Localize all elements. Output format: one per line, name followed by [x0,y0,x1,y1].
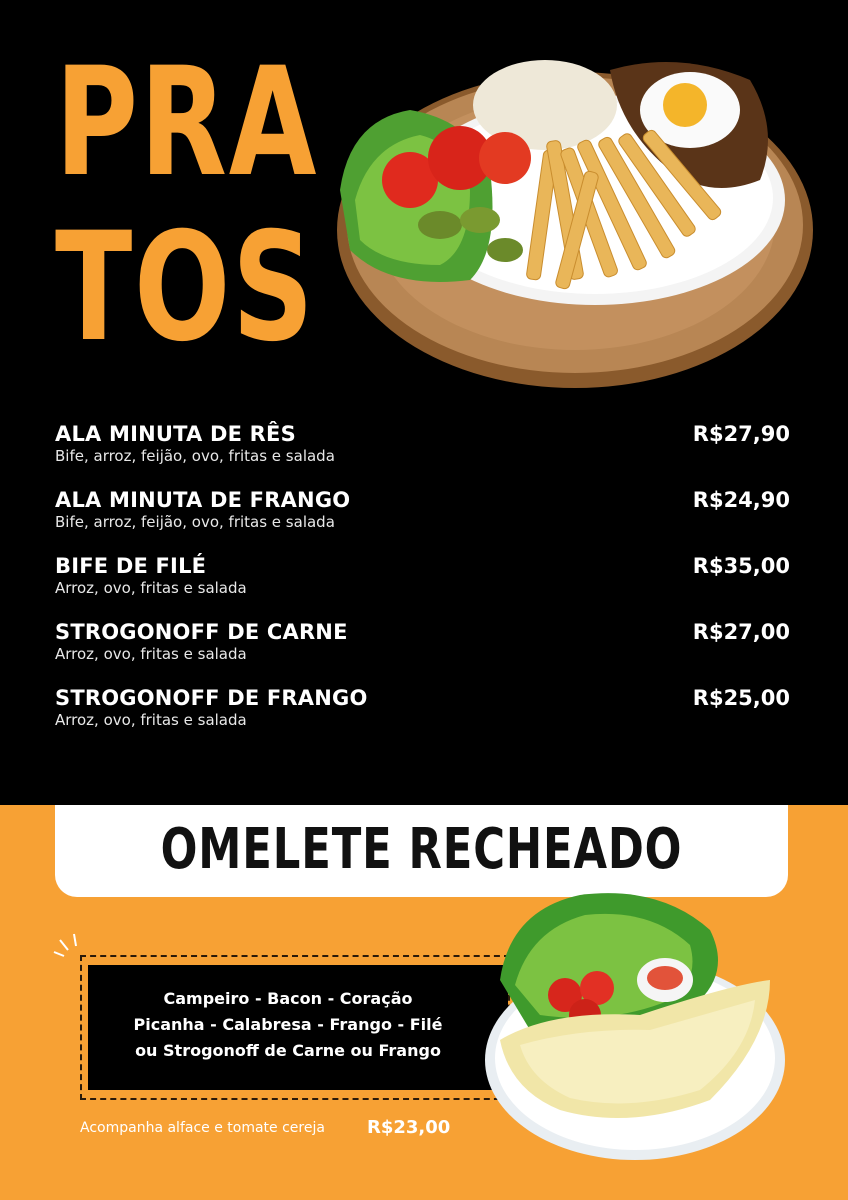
menu-item-description: Arroz, ovo, fritas e salada [55,711,247,729]
menu-item-price: R$24,90 [692,488,790,512]
menu-item-description: Arroz, ovo, fritas e salada [55,579,247,597]
menu-item [55,686,790,738]
omelete-price: R$23,00 [367,1117,451,1138]
menu-item-name: STROGONOFF DE FRANGO [55,686,368,710]
flavor-line: Campeiro - Bacon - Coração [163,989,413,1008]
menu-item-name: BIFE DE FILÉ [55,554,207,578]
page-title-line1: PRA [55,36,319,210]
plate-photo [330,50,820,390]
menu-item-price: R$25,00 [692,686,790,710]
menu-item [55,488,790,540]
menu-item-description: Arroz, ovo, fritas e salada [55,645,247,663]
menu-item-name: ALA MINUTA DE FRANGO [55,488,351,512]
menu-item-description: Bife, arroz, feijão, ovo, fritas e salada [55,447,335,465]
omelete-photo [470,890,790,1170]
menu-item [55,554,790,606]
accompaniment-text: Acompanha alface e tomate cereja [80,1120,325,1136]
menu-item-name: STROGONOFF DE CARNE [55,620,348,644]
flavor-box [88,965,508,1090]
omelete-banner [55,805,788,897]
menu-item-description: Bife, arroz, feijão, ovo, fritas e salada [55,513,335,531]
menu-item-name: ALA MINUTA DE RÊS [55,422,296,446]
menu-item-price: R$35,00 [692,554,790,578]
flavor-line: Picanha - Calabresa - Frango - Filé [133,1015,443,1034]
menu-item [55,422,790,474]
menu-item [55,620,790,672]
menu-item-price: R$27,90 [692,422,790,446]
flavor-line: ou Strogonoff de Carne ou Frango [135,1041,441,1060]
menu-item-price: R$27,00 [692,620,790,644]
page-title-line2: TOS [55,201,316,375]
omelete-title: OMELETE RECHEADO [160,817,683,882]
